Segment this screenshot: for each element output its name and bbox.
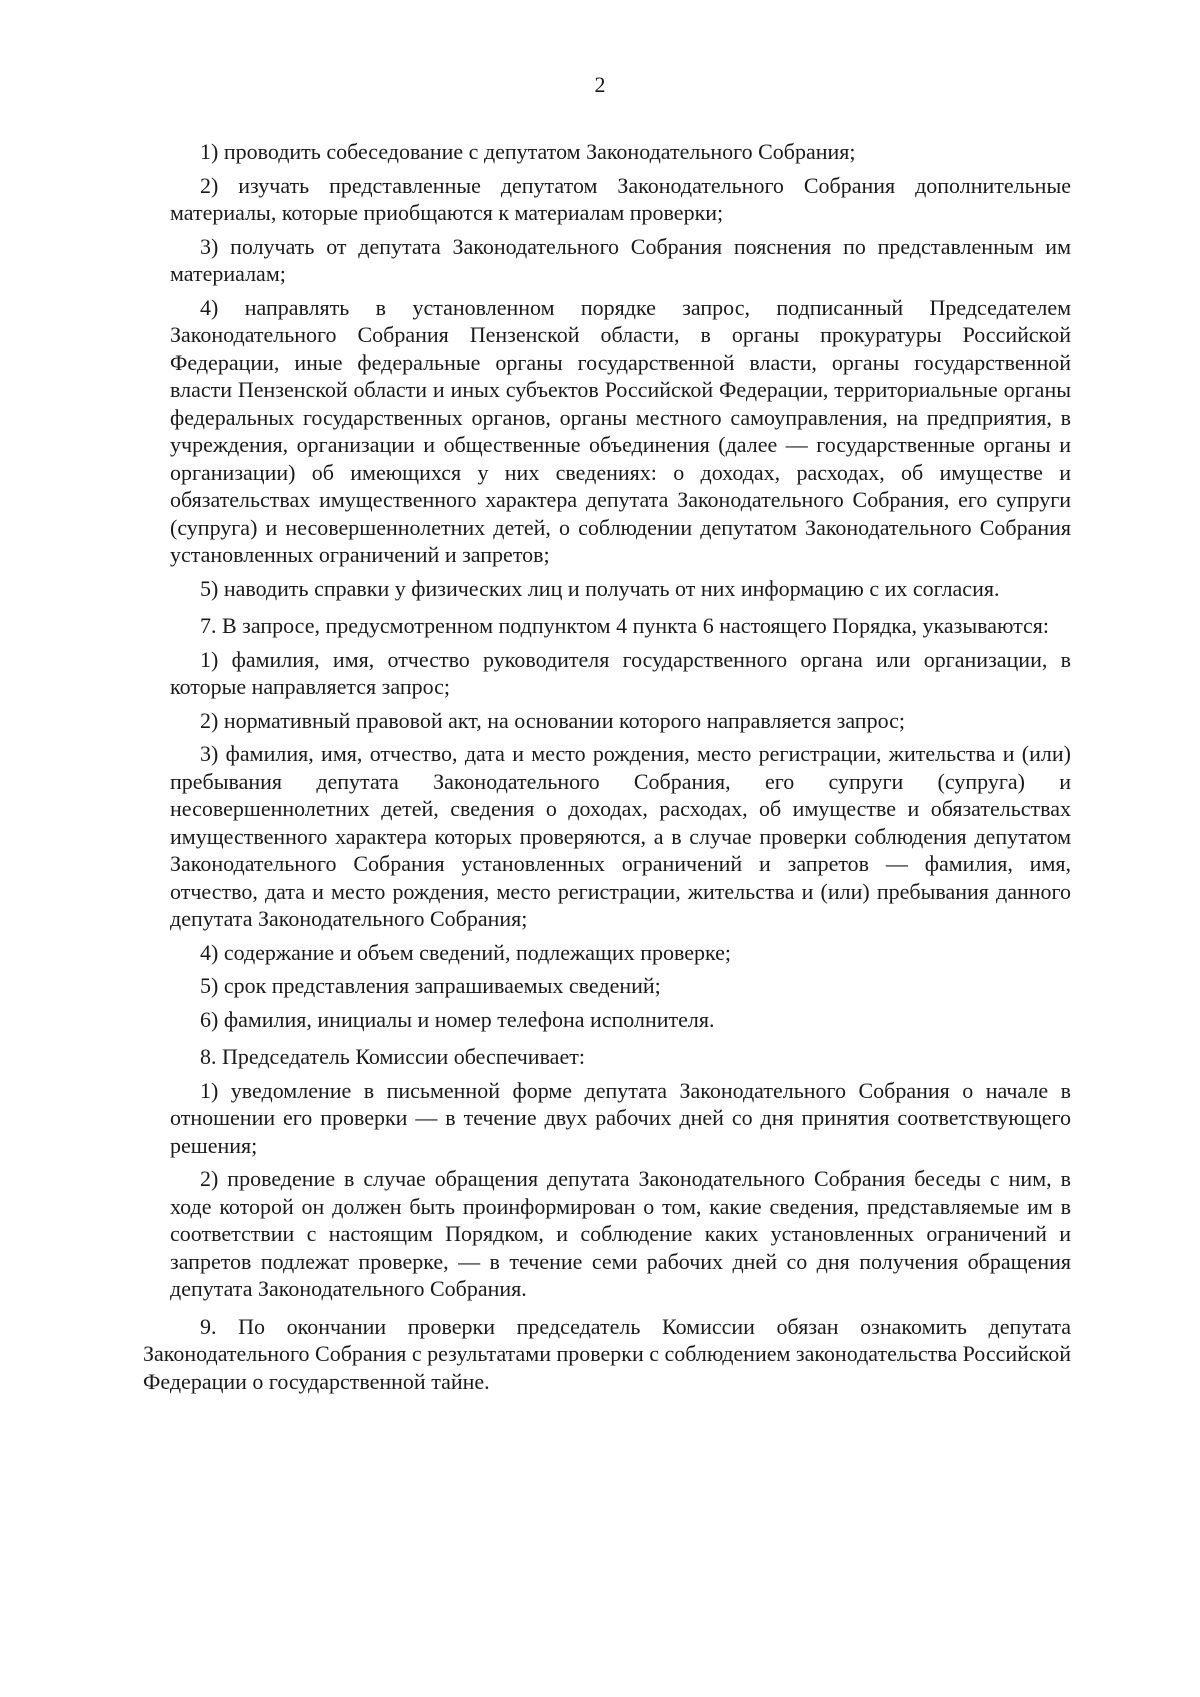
- paragraph-7-4: 4) содержание и объем сведений, подлежащих проверке;: [200, 939, 732, 965]
- paragraph-6-5: 5) наводить справки у физических лиц и получать от них информацию с их согласия.: [200, 575, 1000, 601]
- paragraph-7-2: 2) нормативный правовой акт, на основании которого направляется запрос;: [200, 707, 906, 733]
- paragraph-6-3: 3) получать от депутата Законодательного Собрания пояснения по представленным им материалам;: [170, 233, 1071, 286]
- document-body: [0, 138, 1200, 1401]
- paragraph-6-4: 4) направлять в установленном порядке запрос, подписанный Председателем Законодательного Собрания Пензенской области, в органы прокуратуры Российской Федерации, иные федеральные органы государственной власти, органы государственной власти Пензенской области и иных субъектов Российской Федерации, территориальные органы федеральных государственных органов, органы местного самоуправления, на предприятия, в учреждения, организации и общественные объединения (далее — государственные органы и организации) об имеющихся у них сведениях: о доходах, расходах, об имуществе и обязательствах имущественного характера депутата Законодательного Собрания, его супруги (супруга) и несовершеннолетних детей, о соблюдении депутатом Законодательного Собрания установленных ограничений и запретов;: [170, 294, 1071, 567]
- paragraph-6-1: 1) проводить собеседование с депутатом Законодательного Собрания;: [200, 139, 856, 164]
- paragraph-7: 7. В запросе, предусмотренном подпунктом 4 пункта 6 настоящего Порядка, указываются:: [200, 613, 1049, 638]
- paragraph-8-2: 2) проведение в случае обращения депутата Законодательного Собрания беседы с ним, в ходе которой он должен быть проинформирован о том, какие сведения, представляемые им в соответствии с настоящим Порядком, и соблюдение каких установленных ограничений и запретов подлежат проверке, — в течение семи рабочих дней со дня получения обращения депутата Законодательного Собрания.: [170, 1166, 1071, 1301]
- paragraph-7-5: 5) срок представления запрашиваемых сведений;: [200, 973, 661, 998]
- paragraph-8: 8. Председатель Комиссии обеспечивает:: [200, 1044, 585, 1069]
- paragraph-8-1: 1) уведомление в письменной форме депутата Законодательного Собрания о начале в отношении его проверки — в течение двух рабочих дней со дня принятия соответствующего решения;: [170, 1077, 1071, 1158]
- paragraph-9: 9. По окончании проверки председатель Комиссии обязан ознакомить депутата Законодательного Собрания с результатами проверки с соблюдением законодательства Российской Федерации о государственной тайне.: [143, 1313, 1072, 1394]
- paragraph-7-1: 1) фамилия, имя, отчество руководителя государственного органа или организации, в которые направляется запрос;: [170, 646, 1071, 699]
- paragraph-7-6: 6) фамилия, инициалы и номер телефона исполнителя.: [200, 1006, 715, 1032]
- page-number: 2: [594, 72, 606, 97]
- paragraph-6-2: 2) изучать представленные депутатом Законодательного Собрания дополнительные материалы, которые приобщаются к материалам проверки;: [170, 172, 1071, 225]
- paragraph-7-3: 3) фамилия, имя, отчество, дата и место рождения, место регистрации, жительства и (или) пребывания депутата Законодательного Собрания, его супруги (супруга) и несовершеннолетних детей, сведения о доходах, расходах, об имуществе и обязательствах имущественного характера которых проверяются, а в случае проверки соблюдения депутатом Законодательного Собрания установленных ограничений и запретов — фамилия, имя, отчество, дата и место рождения, место регистрации, жительства и (или) пребывания данного депутата Законодательного Собрания;: [170, 741, 1071, 931]
